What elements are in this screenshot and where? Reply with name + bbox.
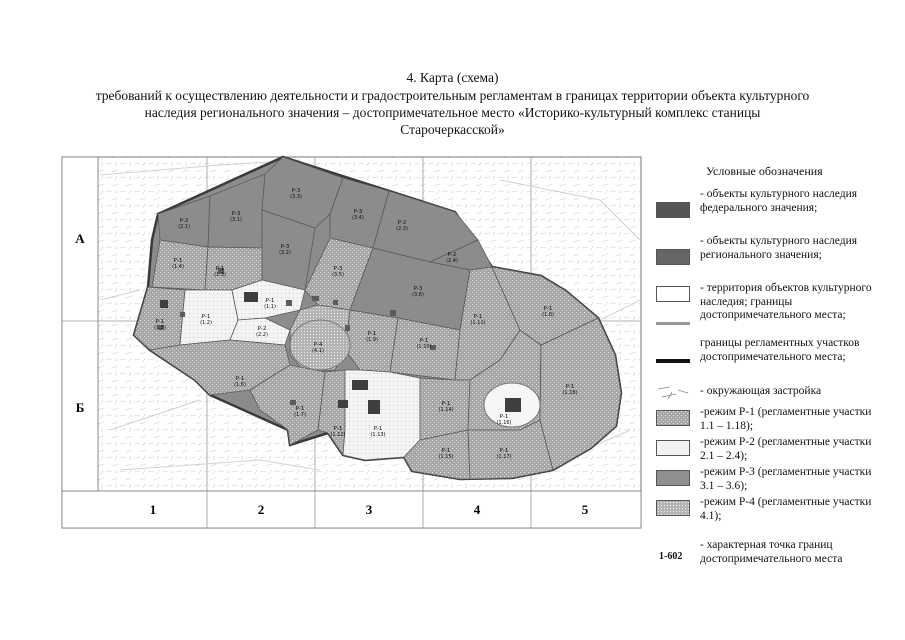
zone-sublabel: (1.2) — [200, 320, 212, 326]
zone-label: Р-1 — [235, 376, 245, 382]
zone-label: Р-3 — [280, 244, 290, 250]
legend-text-p2: -режим Р-2 (регламентные участки 2.1 – 2.4); — [700, 436, 872, 462]
legend-swatch-territory — [656, 286, 690, 302]
legend-swatch-federal — [656, 202, 690, 218]
zone-sublabel: (1.9) — [366, 337, 378, 343]
zone-sublabel: (1.8) — [542, 312, 554, 318]
zone-sublabel: (1.3) — [214, 272, 226, 278]
row-label-a: А — [75, 231, 85, 246]
zone-sublabel: (2.2) — [256, 332, 268, 338]
zone-label: Р-3 — [353, 209, 363, 215]
zone-label: Р-1 — [173, 258, 183, 264]
zone-label: Р-3 — [291, 188, 301, 194]
zone-sublabel: (2.3) — [396, 226, 408, 232]
legend-swatch-p4 — [656, 500, 690, 516]
zone-sublabel: (1.13) — [370, 432, 386, 438]
legend-title: Условные обозначения — [706, 164, 823, 178]
zone-sublabel: (2.4) — [446, 258, 458, 264]
zone-label: Р-1 — [373, 426, 383, 432]
zone-label: Р-1 — [155, 319, 165, 325]
row-header-strip — [62, 157, 98, 491]
legend-text-p4: -режим Р-4 (регламентные участки 4.1); — [700, 496, 872, 522]
column-label-4: 4 — [473, 502, 481, 517]
column-label-1: 1 — [149, 502, 157, 517]
legend-swatch-p3 — [656, 470, 690, 486]
legend-point-code: 1-602 — [659, 551, 683, 562]
map-title-line-2: требований к осуществлению деятельности и градостроительным регламентам в границах территории объекта культурного — [95, 88, 810, 103]
row-label-b: Б — [75, 400, 85, 415]
zone-sublabel: (4.1) — [312, 348, 324, 354]
zone-label: Р-1 — [565, 384, 575, 390]
map-title-line-4: Старочеркасской» — [400, 122, 505, 137]
legend-text-territory: - территория объектов культурного наследия; границы достопримечательного места; — [700, 282, 872, 321]
column-label-2: 2 — [257, 502, 265, 517]
legend-swatch-surroundings — [656, 385, 690, 401]
legend-swatch-p1 — [656, 410, 690, 426]
zone-sublabel: (1.15) — [438, 454, 454, 460]
legend-swatch-boundary — [656, 322, 690, 325]
zone-sublabel: (1.4) — [172, 264, 184, 270]
zone-sublabel: (1.17) — [496, 454, 512, 460]
zone-sublabel: (1.11) — [470, 320, 486, 326]
legend-text-p1: -режим Р-1 (регламентные участки 1.1 – 1.18); — [700, 406, 872, 432]
zone-label: Р-2 — [447, 252, 457, 258]
legend-text-federal: - объекты культурного наследия федерального значения; — [700, 188, 858, 214]
zone-sublabel: (3.3) — [290, 194, 302, 200]
zone-label: Р-3 — [231, 211, 241, 217]
zone-sublabel: (3.2) — [279, 250, 291, 256]
zone-sublabel: (1.14) — [438, 407, 454, 413]
zone-label: Р-1 — [441, 448, 451, 454]
zone-label: Р-3 — [333, 266, 343, 272]
legend-swatch-plot-boundary — [656, 359, 690, 363]
zone-sublabel: (3.4) — [352, 215, 364, 221]
zone-label: Р-1 — [265, 298, 275, 304]
legend-text-point: - характерная точка границ достопримечательного места — [700, 539, 843, 565]
zone-sublabel: (1.7) — [294, 412, 306, 418]
zone-label: Р-2 — [397, 220, 407, 226]
zone-label: Р-1 — [419, 338, 429, 344]
zone-label: Р-1 — [499, 448, 509, 454]
zone-label: Р-1 — [543, 306, 553, 312]
zone-sublabel: (1.6) — [234, 382, 246, 388]
legend-swatch-regional — [656, 249, 690, 265]
map-title-line-3: наследия регионального значения – достопримечательное место «Историко-культурный комплекс станицы — [144, 105, 761, 120]
legend-text-plot-boundary: границы регламентных участков достопримечательного места; — [700, 337, 860, 363]
zone-sublabel: (3.1) — [230, 217, 242, 223]
zone-label: Р-1 — [473, 314, 483, 320]
legend-swatch-p2 — [656, 440, 690, 456]
zone-label: Р-1 — [295, 406, 305, 412]
zone-sublabel: (1.16) — [496, 420, 512, 426]
zone-sublabel: (3.5) — [332, 272, 344, 278]
legend-text-p3: -режим Р-3 (регламентные участки 3.1 – 3.6); — [700, 466, 872, 492]
legend-text-surroundings: - окружающая застройка — [700, 385, 822, 397]
zone-label: Р-1 — [499, 414, 509, 420]
column-label-3: 3 — [365, 502, 373, 517]
zone-sublabel: (1.5) — [154, 325, 166, 331]
zone-label: Р-1 — [201, 314, 211, 320]
zone-sublabel: (1.18) — [562, 390, 578, 396]
zone-label: Р-2 — [257, 326, 267, 332]
zone-label: Р-1 — [333, 426, 343, 432]
zone-sublabel: (1.12) — [330, 432, 346, 438]
legend-text-regional: - объекты культурного наследия регионального значения; — [700, 235, 858, 261]
zone-label: Р-4 — [313, 342, 323, 348]
zone-label: Р-3 — [413, 286, 423, 292]
zone-sublabel: (1.1) — [264, 304, 276, 310]
zone-sublabel: (3.6) — [412, 292, 424, 298]
zone-label: Р-1 — [215, 266, 225, 272]
map-title-number: 4. Карта (схема) — [406, 70, 499, 85]
column-label-5: 5 — [581, 502, 589, 517]
zone-sublabel: (2.1) — [178, 224, 190, 230]
zone-label: Р-1 — [367, 331, 377, 337]
zone-label: Р-1 — [441, 401, 451, 407]
zone-sublabel: (1.10) — [416, 344, 432, 350]
zone-label: Р-2 — [179, 218, 189, 224]
